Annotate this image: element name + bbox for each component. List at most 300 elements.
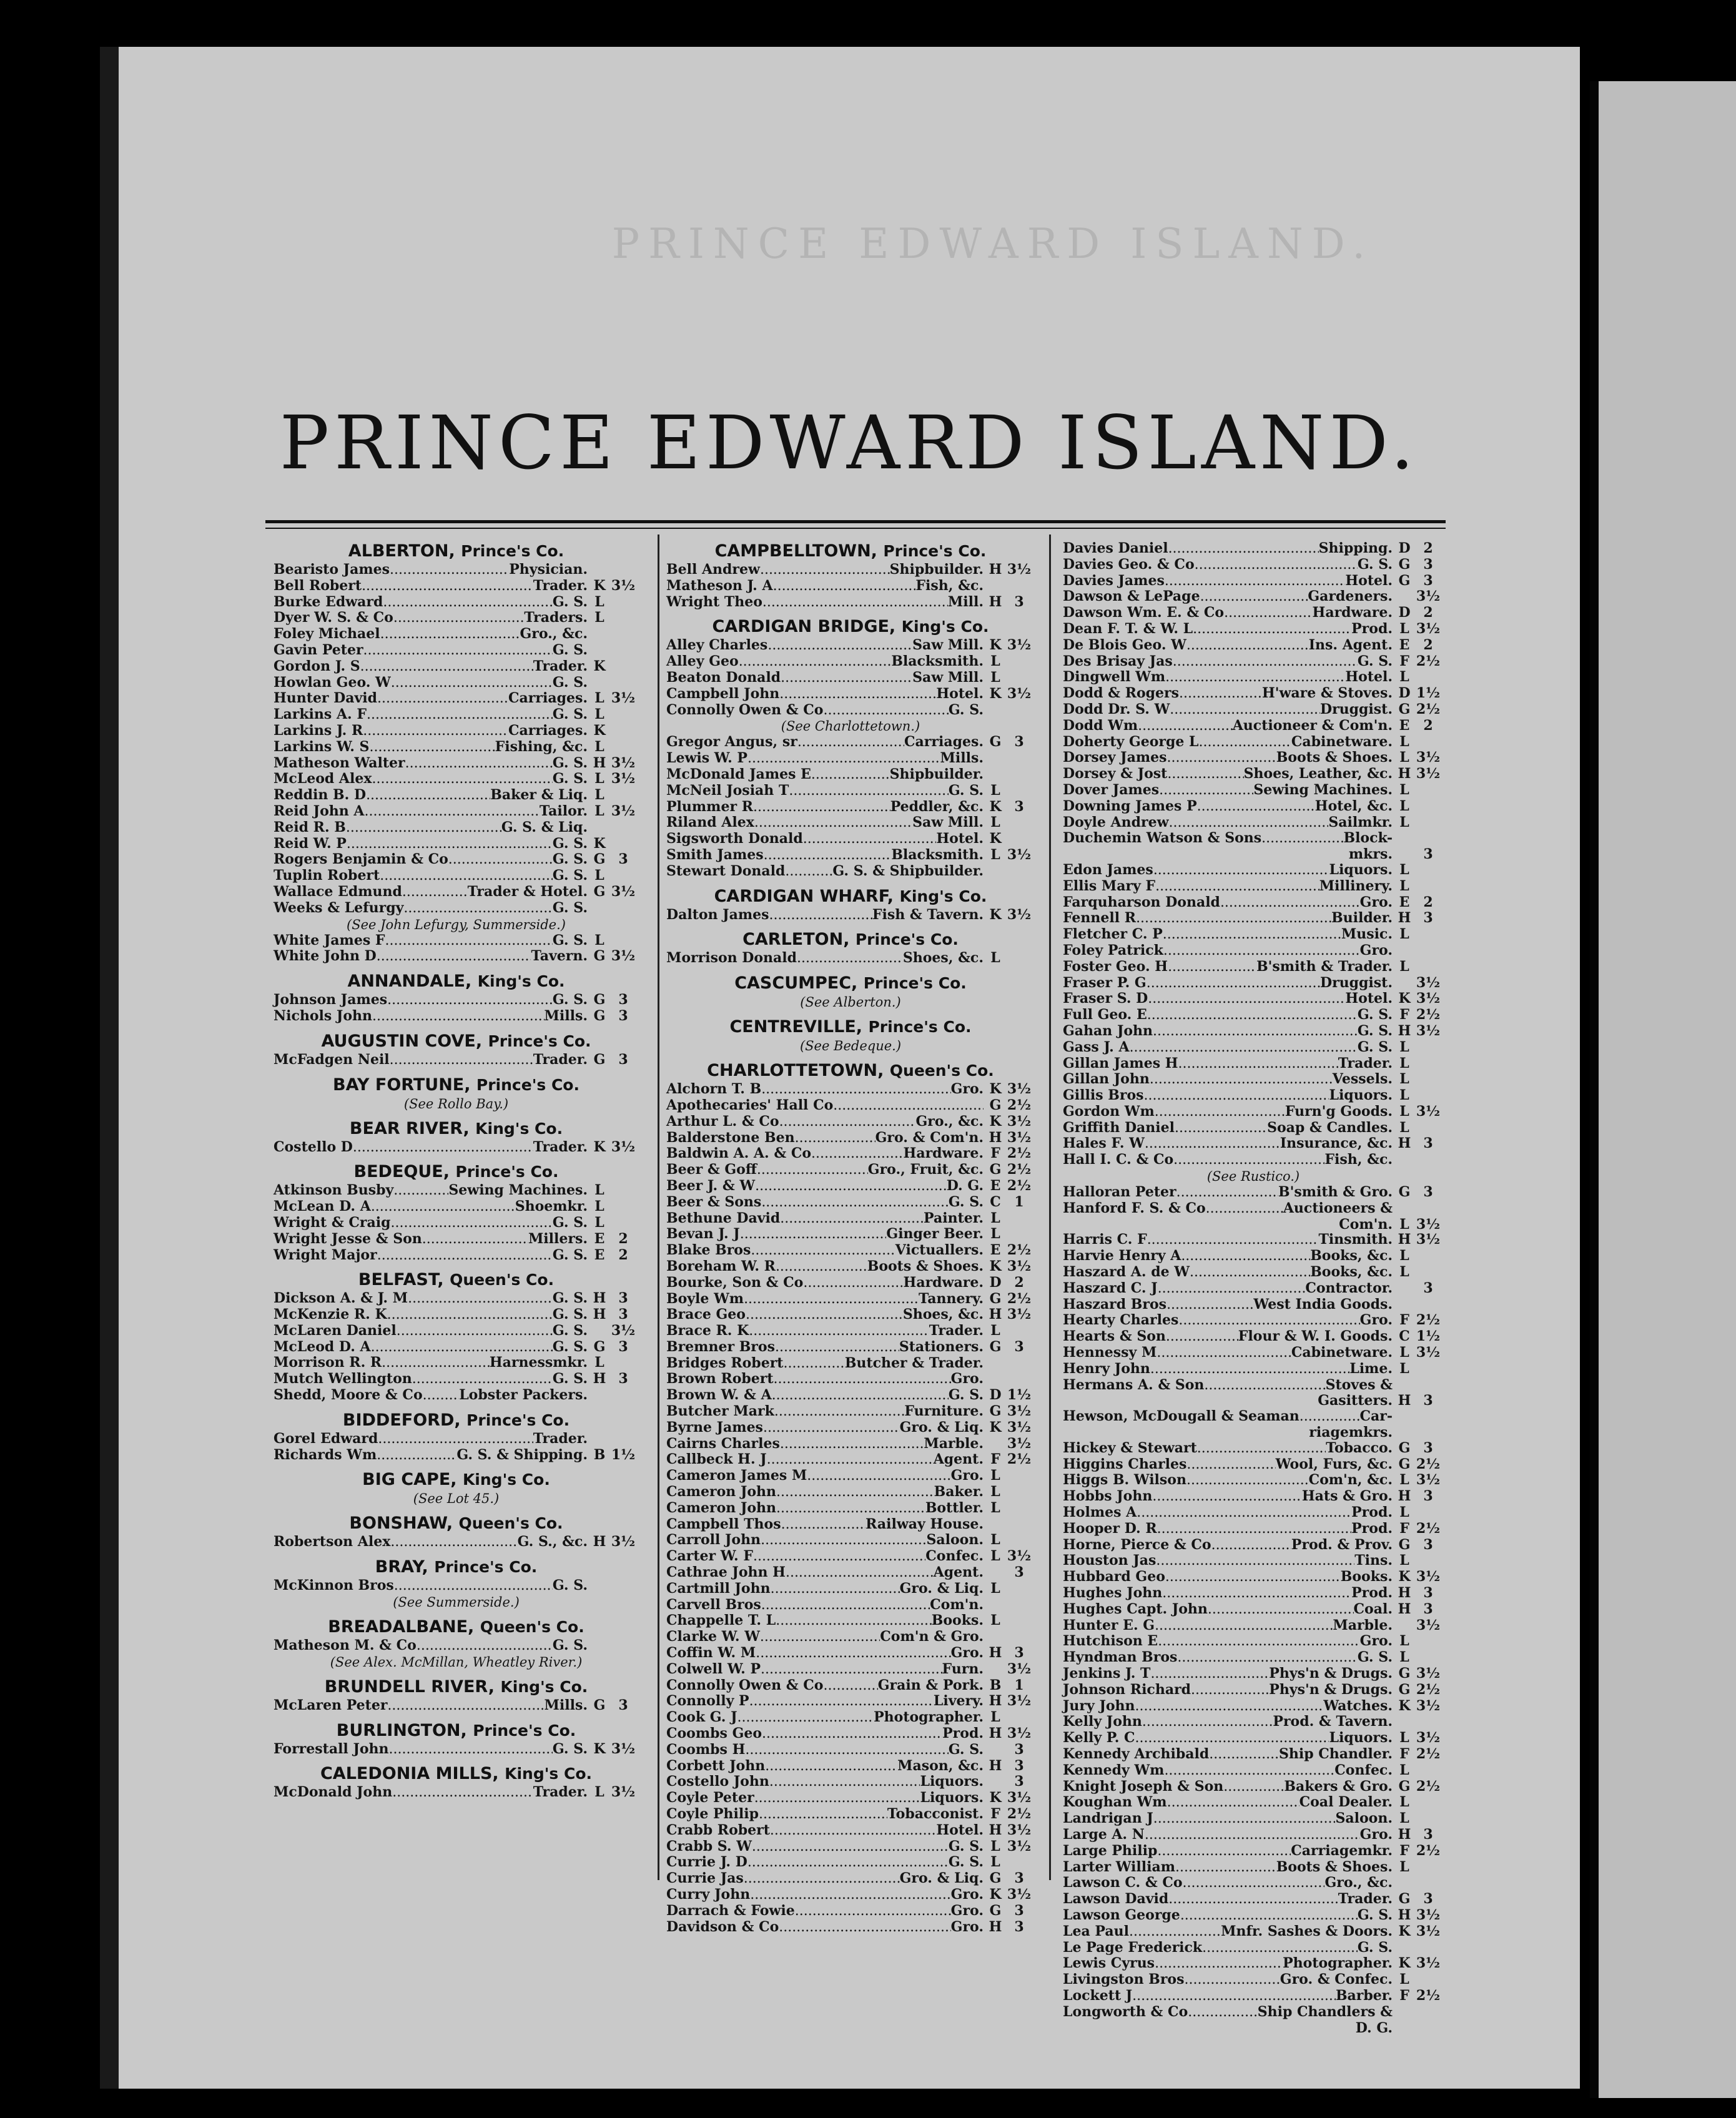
entry-name: McLaren Daniel — [274, 1322, 397, 1339]
directory-entry — [666, 864, 1035, 880]
leader-dots — [772, 1388, 949, 1404]
credit-rating: H — [989, 593, 1002, 610]
entry-business: G. S. — [552, 1740, 588, 1757]
credit-rating: L — [1399, 781, 1409, 798]
leader-dots — [1176, 1185, 1278, 1201]
entry-name: Gavin Peter — [274, 641, 363, 658]
directory-entry — [1063, 1972, 1444, 1988]
entry-name: Fletcher C. P — [1063, 926, 1163, 943]
entry-name: Coyle Peter — [666, 1790, 754, 1806]
entry-business: Com'n & Gro. — [880, 1628, 984, 1645]
directory-entry — [1063, 702, 1444, 718]
town-name: BRUNDELL RIVER, — [324, 1677, 495, 1697]
leader-dots — [746, 1308, 903, 1323]
credit-rating: L — [594, 1182, 604, 1199]
capital-rating: 2 — [1423, 717, 1433, 734]
entry-name: Des Brisay Jas — [1063, 653, 1173, 669]
directory-entry — [274, 1578, 639, 1594]
entry-name: Corbett John — [666, 1757, 766, 1774]
directory-entry — [1063, 1377, 1444, 1394]
directory-entry — [1063, 718, 1444, 734]
directory-entry — [274, 594, 639, 611]
credit-rating: L — [1399, 1633, 1409, 1650]
directory-entry — [1063, 1441, 1444, 1457]
directory-entry — [1063, 1585, 1444, 1602]
credit-rating: D — [1398, 604, 1411, 621]
county-name: King's Co. — [477, 972, 565, 991]
credit-rating: L — [990, 1548, 1000, 1565]
leader-dots — [1147, 1008, 1358, 1023]
entry-business: Liquors. — [1329, 1730, 1393, 1746]
credit-rating: H — [989, 1306, 1002, 1323]
leader-dots — [369, 740, 495, 756]
directory-entry — [1063, 991, 1444, 1007]
entry-name: McKinnon Bros — [274, 1577, 394, 1594]
entry-business: G. S. — [552, 867, 588, 884]
credit-rating: K — [1398, 1955, 1411, 1972]
directory-entry — [666, 1758, 1035, 1775]
credit-rating: L — [990, 1532, 1000, 1549]
town-heading — [274, 1410, 639, 1431]
entry-name: Bearisto James — [274, 561, 390, 578]
leader-dots — [1181, 1249, 1310, 1264]
entry-name: Cartmill John — [666, 1580, 771, 1597]
capital-rating: 2 — [1423, 604, 1433, 621]
leader-dots — [383, 595, 553, 611]
directory-entry — [666, 1387, 1035, 1404]
entry-name: Downing James P — [1063, 797, 1197, 814]
directory-entry — [1063, 1666, 1444, 1682]
capital-rating: 3 — [618, 1051, 628, 1068]
directory-entry — [1063, 1891, 1444, 1908]
entry-business: Gro. — [950, 1902, 984, 1919]
credit-rating: K — [989, 1113, 1002, 1130]
entry-business: Carriages. — [904, 734, 984, 751]
capital-rating: 1½ — [611, 1446, 636, 1463]
leader-dots — [763, 1421, 900, 1436]
credit-rating: L — [1399, 733, 1409, 750]
capital-rating: 3 — [1423, 910, 1433, 927]
entry-business: West India Goods. — [1253, 1296, 1393, 1313]
credit-rating: H — [1398, 1488, 1411, 1505]
entry-name: Dalton James — [666, 906, 769, 923]
entry-name: Dorsey & Jost — [1063, 766, 1168, 782]
directory-entry — [274, 1339, 639, 1356]
entry-name: Alley Charles — [666, 637, 768, 654]
leader-dots — [769, 908, 872, 924]
leader-dots — [1168, 960, 1256, 975]
leader-dots — [367, 707, 553, 723]
entry-business: Shipbuilder. — [889, 766, 984, 782]
directory-entry — [1063, 1537, 1444, 1554]
town-heading — [274, 1118, 639, 1140]
entry-name: Reid John A — [274, 802, 365, 819]
entry-business: Druggist. — [1320, 974, 1393, 991]
directory-entry — [666, 1613, 1035, 1629]
capital-rating: 3 — [618, 1007, 628, 1024]
credit-rating: D — [1398, 540, 1411, 556]
leader-dots — [1164, 1763, 1334, 1779]
entry-name: Dorsey James — [1063, 749, 1167, 766]
entry-name: Doyle Andrew — [1063, 814, 1169, 830]
directory-entry — [1063, 1232, 1444, 1248]
credit-rating: K — [593, 1138, 606, 1155]
credit-rating: K — [593, 835, 606, 852]
entry-business: Grain & Pork. — [877, 1677, 984, 1693]
town-heading — [274, 1677, 639, 1698]
entry-name: Dickson A. & J. M — [274, 1290, 408, 1307]
credit-rating: H — [1398, 766, 1411, 782]
entry-business: G. S. & Shipping. — [456, 1446, 588, 1463]
entry-business: Flour & W. I. Goods. — [1238, 1328, 1393, 1345]
leader-dots — [773, 579, 916, 594]
leader-dots — [1165, 574, 1346, 589]
leader-dots — [391, 676, 553, 691]
capital-rating: 3½ — [1007, 561, 1032, 578]
entry-business: Carriages. — [508, 722, 588, 739]
directory-entry — [274, 1387, 639, 1404]
entry-name: Fraser S. D — [1063, 990, 1148, 1007]
leader-dots — [753, 1549, 925, 1565]
credit-rating: G — [1398, 1665, 1411, 1682]
entry-business: Boots & Shoes. — [1276, 1858, 1393, 1875]
directory-entry — [1063, 1505, 1444, 1521]
credit-rating: H — [593, 1290, 606, 1307]
leader-dots — [762, 1726, 942, 1742]
credit-rating: L — [990, 1209, 1000, 1226]
entry-name: Duchemin Watson & Sons — [1063, 830, 1262, 847]
capital-rating: 3½ — [611, 1784, 636, 1801]
entry-business: Saw Mill. — [912, 814, 984, 831]
capital-rating: 3 — [618, 1306, 628, 1323]
directory-entry — [274, 1231, 639, 1248]
capital-rating: 1 — [1014, 1193, 1024, 1210]
leader-dots — [785, 864, 832, 880]
entry-business: Com'n, &c. — [1308, 1472, 1393, 1489]
entry-name: Reddin B. D — [274, 787, 367, 804]
capital-rating: 2 — [618, 1230, 628, 1247]
county-name: King's Co. — [505, 1765, 592, 1783]
town-name: BREADALBANE, — [328, 1617, 475, 1637]
entry-business: Ins. Agent. — [1308, 636, 1393, 653]
entry-name: Fraser P. G — [1063, 974, 1147, 991]
capital-rating: 3 — [1423, 1279, 1433, 1296]
entry-name: Bourke, Son & Co — [666, 1274, 804, 1291]
credit-rating: L — [594, 690, 604, 707]
entry-name: Hubbard Geo — [1063, 1569, 1165, 1585]
entry-name: Brace Geo — [666, 1306, 746, 1323]
credit-rating: L — [990, 1323, 1000, 1339]
directory-entry — [1063, 959, 1444, 975]
capital-rating: 2½ — [1416, 1987, 1441, 2004]
town-name: BIG CAPE, — [362, 1470, 457, 1490]
leader-dots — [1202, 1941, 1358, 1956]
county-name: Prince's Co. — [476, 1075, 579, 1094]
directory-entry — [1063, 910, 1444, 927]
leader-dots — [770, 1823, 936, 1839]
directory-entry — [1063, 1023, 1444, 1040]
entry-name: Gordon Wm — [1063, 1103, 1155, 1120]
leader-dots — [389, 1742, 553, 1758]
leader-dots — [1190, 1265, 1310, 1281]
cross-reference-note: (See Alberton.) — [800, 995, 901, 1010]
credit-rating: H — [989, 561, 1002, 578]
entry-name: Costello D — [274, 1138, 353, 1155]
entry-name: Hughes Capt. John — [1063, 1600, 1208, 1617]
entry-name: Bell Robert — [274, 577, 362, 594]
credit-rating: H — [989, 1129, 1002, 1146]
leader-dots — [833, 1098, 984, 1114]
directory-entry — [1063, 895, 1444, 911]
county-name: Prince's Co. — [461, 542, 565, 560]
entry-business: G. S. — [552, 1306, 588, 1323]
entry-business: Baker & Liq. — [490, 787, 588, 804]
capital-rating: 2 — [1423, 540, 1433, 556]
capital-rating: 3 — [1423, 1392, 1433, 1409]
entry-business: Liquors. — [920, 1790, 984, 1806]
leader-dots — [1195, 558, 1358, 573]
capital-rating: 2½ — [1416, 1312, 1441, 1329]
entry-business: G. S., &c. — [517, 1534, 588, 1550]
entry-name: Carvell Bros — [666, 1596, 761, 1613]
entry-name: Lewis Cyrus — [1063, 1955, 1155, 1972]
capital-rating: 2½ — [1416, 1745, 1441, 1762]
entry-business: Hotel. — [1345, 669, 1393, 686]
entry-name: Holmes A — [1063, 1504, 1137, 1521]
credit-rating: L — [990, 669, 1000, 686]
leader-dots — [1138, 719, 1233, 734]
entry-name: Gregor Angus, sr — [666, 734, 797, 751]
entry-name: Jenkins J. T — [1063, 1665, 1151, 1682]
entry-name: Coffin W. M — [666, 1645, 756, 1662]
credit-rating: G — [593, 1007, 606, 1024]
entry-name: Harvie Henry A — [1063, 1248, 1181, 1264]
entry-business: Liquors. — [1329, 1087, 1393, 1104]
entry-business: Lime. — [1349, 1360, 1393, 1377]
directory-entry — [1063, 750, 1444, 766]
credit-rating: F — [990, 1451, 1000, 1468]
entry-business: G. S. — [552, 1290, 588, 1307]
town-name: CHARLOTTETOWN, — [707, 1061, 884, 1081]
entry-name: Brown W. & A — [666, 1387, 772, 1404]
capital-rating: 3½ — [611, 771, 636, 787]
capital-rating: 3½ — [1416, 1022, 1441, 1039]
directory-entry — [1063, 830, 1444, 847]
leader-dots — [760, 563, 890, 578]
credit-rating: H — [989, 1645, 1002, 1662]
page-title: PRINCE EDWARD ISLAND. — [279, 400, 1419, 486]
directory-entry — [274, 1355, 639, 1371]
entry-business: Photographer. — [874, 1709, 984, 1726]
entry-name: Matheson Walter — [274, 754, 405, 771]
credit-rating: L — [594, 1214, 604, 1231]
leader-dots — [363, 643, 553, 659]
credit-rating: L — [990, 1854, 1000, 1871]
entry-business: G. S. — [552, 593, 588, 610]
entry-business: Ship Chandler. — [1278, 1745, 1393, 1762]
entry-name: Ellis Mary F — [1063, 877, 1156, 894]
leader-dots — [1153, 863, 1329, 879]
capital-rating: 3½ — [1416, 766, 1441, 782]
leader-dots — [1300, 1409, 1360, 1425]
entry-business: G. S. — [552, 1322, 588, 1339]
county-name: Queen's Co. — [889, 1061, 994, 1080]
credit-rating: G — [1398, 1456, 1411, 1472]
capital-rating: 3 — [1423, 1536, 1433, 1553]
directory-entry — [666, 1178, 1035, 1194]
capital-rating: 3 — [1423, 572, 1433, 589]
leader-dots — [397, 1324, 553, 1339]
credit-rating: L — [990, 1226, 1000, 1243]
directory-entry — [666, 847, 1035, 864]
directory-entry — [666, 1549, 1035, 1565]
directory-entry — [1063, 1779, 1444, 1795]
town-name: CARDIGAN WHARF, — [714, 886, 894, 906]
leader-dots — [1220, 895, 1360, 911]
entry-name: Connolly Owen & Co — [666, 701, 824, 718]
directory-entry — [1063, 1329, 1444, 1345]
credit-rating: L — [990, 1580, 1000, 1597]
town-heading — [666, 1017, 1035, 1038]
credit-rating: L — [594, 1198, 604, 1215]
leader-dots — [422, 1232, 528, 1248]
leader-dots — [786, 1565, 934, 1581]
leader-dots — [1163, 943, 1360, 959]
capital-rating: 3½ — [611, 690, 636, 707]
credit-rating: D — [1398, 685, 1411, 702]
leader-dots — [390, 1535, 517, 1550]
entry-business: Mill. — [947, 593, 984, 610]
directory-entry — [666, 1323, 1035, 1339]
entry-business: Victuallers. — [895, 1242, 984, 1259]
entry-name: Alchorn T. B — [666, 1081, 762, 1098]
directory-entry — [274, 739, 639, 756]
leader-dots — [347, 837, 553, 852]
directory-entry — [666, 638, 1035, 654]
capital-rating: 3 — [618, 1697, 628, 1713]
leader-dots — [1136, 911, 1331, 927]
bleed-through-header: PRINCE EDWARD ISLAND. — [611, 220, 1374, 268]
credit-rating: L — [1399, 1810, 1409, 1827]
capital-rating: 3½ — [1416, 588, 1441, 605]
entry-name: McLaren Peter — [274, 1697, 388, 1713]
leader-dots — [371, 1340, 553, 1356]
directory-entry — [666, 1662, 1035, 1678]
entry-name: Hunter David — [274, 690, 378, 707]
leader-dots — [377, 691, 508, 707]
directory-entry — [1063, 782, 1444, 799]
capital-rating: 3½ — [1007, 846, 1032, 863]
entry-name: Bell Andrew — [666, 561, 760, 578]
leader-dots — [1155, 1618, 1333, 1634]
leader-dots — [752, 1840, 949, 1855]
capital-rating: 3½ — [1007, 1693, 1032, 1710]
entry-business: Music. — [1341, 926, 1393, 943]
entry-business: Harnessmkr. — [489, 1354, 588, 1371]
leader-dots — [380, 869, 553, 884]
entry-name: Balderstone Ben — [666, 1129, 795, 1146]
directory-entry — [666, 950, 1035, 967]
credit-rating: L — [594, 867, 604, 884]
credit-rating: L — [1399, 1071, 1409, 1088]
credit-rating: L — [1399, 1119, 1409, 1136]
entry-business: Gro. — [950, 1645, 984, 1662]
directory-entry — [1063, 1956, 1444, 1972]
entry-business: Fish, &c. — [915, 577, 984, 594]
leader-dots — [774, 1372, 951, 1387]
capital-rating: 3 — [1423, 1891, 1433, 1908]
leader-dots — [755, 1179, 947, 1194]
directory-entry — [1063, 1650, 1444, 1666]
capital-rating: 3½ — [1007, 1129, 1032, 1146]
directory-entry — [1063, 879, 1444, 895]
entry-name: McDonald James E — [666, 766, 811, 782]
entry-name: Haszard C. J — [1063, 1279, 1158, 1296]
credit-rating: K — [989, 1419, 1002, 1436]
entry-name: Kennedy Archibald — [1063, 1745, 1210, 1762]
entry-name: Apothecaries' Hall Co — [666, 1096, 834, 1113]
leader-dots — [1170, 702, 1320, 718]
entry-name: Brown Robert — [666, 1371, 774, 1387]
business-continuation: mkrs. — [1348, 846, 1393, 863]
credit-rating: E — [1399, 894, 1410, 910]
cross-reference-note: (See Lot 45.) — [413, 1491, 500, 1507]
entry-name: Gass J. A — [1063, 1038, 1130, 1055]
directory-entry — [666, 1194, 1035, 1211]
entry-business: Books, &c. — [1310, 1248, 1393, 1264]
capital-rating: 3½ — [611, 754, 636, 771]
directory-entry — [274, 852, 639, 868]
directory-entry — [666, 1532, 1035, 1549]
leader-dots — [1150, 1667, 1269, 1682]
entry-name: White James F — [274, 932, 385, 948]
entry-business: Stationers. — [899, 1338, 984, 1355]
leader-dots — [1175, 1121, 1267, 1136]
credit-rating: K — [989, 1081, 1002, 1098]
entry-business: Trader. — [1338, 1055, 1393, 1071]
entry-name: Rogers Benjamin & Co — [274, 851, 448, 868]
entry-business: G. S. — [1357, 1038, 1393, 1055]
entry-business: G. S. — [1357, 1022, 1393, 1039]
entry-business: Gro. — [950, 1081, 984, 1098]
leader-dots — [774, 1404, 905, 1420]
entry-business: G. S. — [1357, 1007, 1393, 1023]
directory-entry — [1063, 1730, 1444, 1746]
credit-rating: H — [1398, 1231, 1411, 1248]
directory-entry — [274, 1534, 639, 1550]
entry-business: Hotel. — [936, 1821, 984, 1838]
directory-entry — [666, 1484, 1035, 1500]
entry-business: Hardware. — [903, 1274, 984, 1291]
entry-name: Robertson Alex — [274, 1534, 391, 1550]
leader-dots — [747, 751, 940, 767]
entry-business: Peddler, &c. — [890, 798, 984, 815]
capital-rating: 3 — [1423, 1439, 1433, 1456]
directory-entry — [274, 1785, 639, 1801]
directory-entry — [666, 1774, 1035, 1790]
entry-name: Crabb S. W — [666, 1838, 752, 1854]
credit-rating: L — [1399, 1761, 1409, 1778]
entry-business: Gro. & Confec. — [1280, 1971, 1393, 1988]
leader-dots — [353, 1140, 533, 1156]
town-heading — [666, 973, 1035, 994]
credit-rating: E — [594, 1230, 605, 1247]
county-name: Queen's Co. — [458, 1514, 563, 1533]
capital-rating: 1 — [1014, 1677, 1024, 1693]
capital-rating: 3 — [618, 1338, 628, 1355]
entry-name: Lawson C. & Co — [1063, 1874, 1183, 1891]
entry-name: Coombs H — [666, 1741, 746, 1758]
